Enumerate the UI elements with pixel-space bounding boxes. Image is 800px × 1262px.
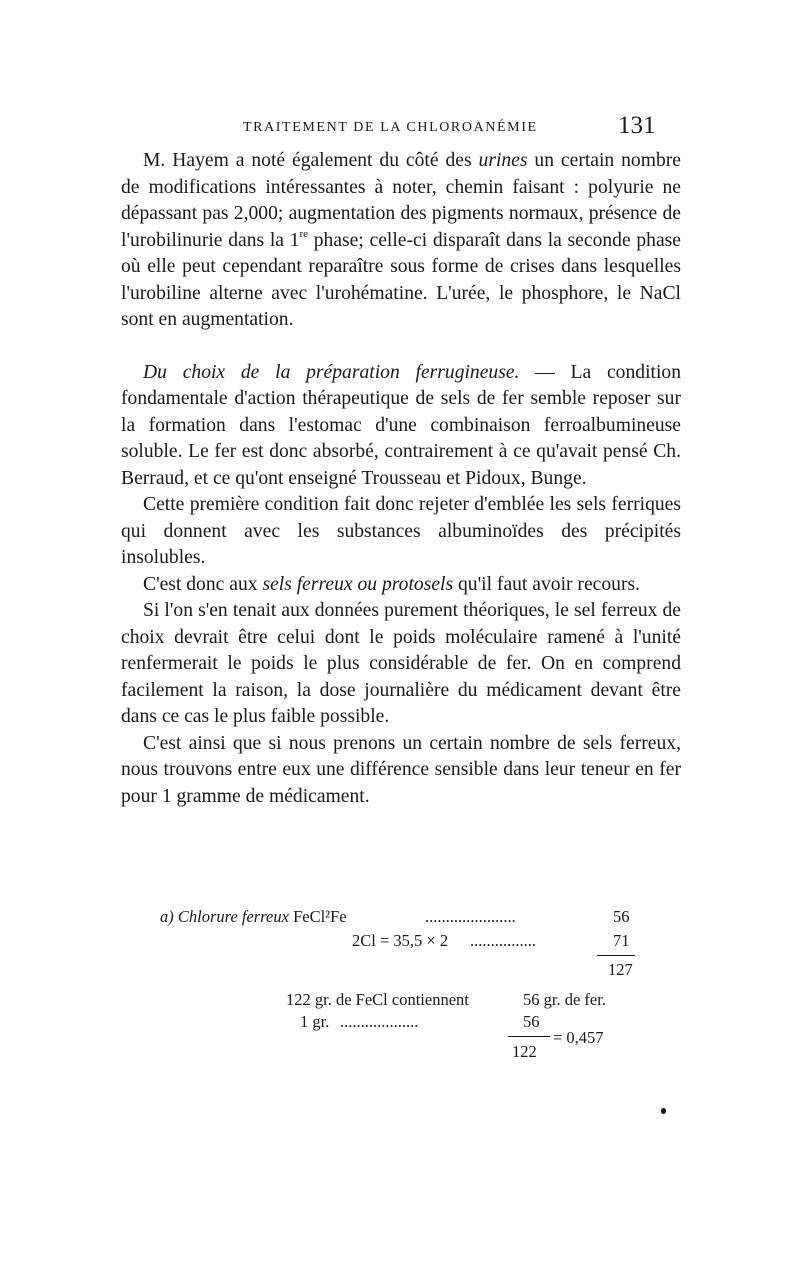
calc-label: a) Chlorure ferreux FeCl²Fe [160,907,347,926]
paragraph-sels-ferreux: C'est donc aux sels ferreux ou protosels qu'il faut avoir recours. [143,573,640,595]
sum-rule [597,955,635,956]
paragraph-condition: Cette première condition fait donc rejeter d'emblée les sels ferriques qui donnent avec les substances albuminoïdes des précipités insolubles. [121,494,681,568]
unit-gram: 1 gr. [300,1012,330,1031]
paragraph-theoriques: Si l'on s'en tenait aux données purement théoriques, le sel ferreux de choix devrait être celui dont le poids moléculaire ramené à l'unité renfermerait le poids le plus considérable de fer. On en comprend facilement la raison, la dose journalière du médicament devant être dans ce cas le plus faible possible. [121,600,681,727]
fraction-bar [508,1036,550,1037]
running-head: TRAITEMENT DE LA CHLOROANÉMIE [243,120,538,135]
italic-sels-ferreux: sels ferreux ou protosels [262,573,454,595]
fraction-numerator: 56 [523,1012,540,1031]
section-title: Du choix de la préparation ferrugineuse. [143,361,520,383]
paragraph-ainsi: C'est ainsi que si nous prenons un certain nombre de sels ferreux, nous trouvons entre eux une différence sensible dans leur teneur en fer pour 1 gramme de médicament. [121,732,681,807]
superscript-re: re [299,227,309,240]
proportion-left: 122 gr. de FeCl contiennent [286,990,469,1009]
paragraph-urines: M. Hayem a noté également du côté des urines un certain nombre de modifications intéressantes à noter, chemin faisant : polyurie ne dépassant pas 2,000; augmentation des pigments normaux, présence de l'urobilinurie dans la 1re phase; celle-ci disparaît dans la seconde phase où elle peut cependant reparaître sous forme de crises dans lesquelles l'urobiline alterne avec l'urohématine. L'urée, le phosphore, le NaCl sont en augmentation. [121,150,681,330]
ink-speck [661,1108,666,1114]
value-iron: 56 [613,907,630,926]
value-sum: 127 [608,960,633,979]
leader-dots-2: ................ [470,931,536,950]
fraction-result: = 0,457 [553,1028,604,1047]
value-chlorine: 71 [613,931,630,950]
chlorine-formula: 2Cl = 35,5 × 2 [352,931,449,950]
paragraph-choix: Du choix de la préparation ferrugineuse. — La condition fondamentale d'action thérapeutique de sels de fer semble reposer sur la formation dans l'estomac d'une combinaison ferroalbumineuse soluble. Le fer est donc absorbé, contrairement à ce qu'avait pensé Ch. Berraud, et ce qu'ont enseigné Trousseau et Pidoux, Bunge. [121,361,681,489]
leader-dots-1: ...................... [425,907,516,926]
proportion-right: 56 gr. de fer. [523,990,606,1009]
page-number: 131 [618,112,656,139]
italic-urines: urines [478,150,528,171]
fraction-denominator: 122 [512,1042,537,1061]
leader-dots-4: ................... [340,1012,419,1031]
